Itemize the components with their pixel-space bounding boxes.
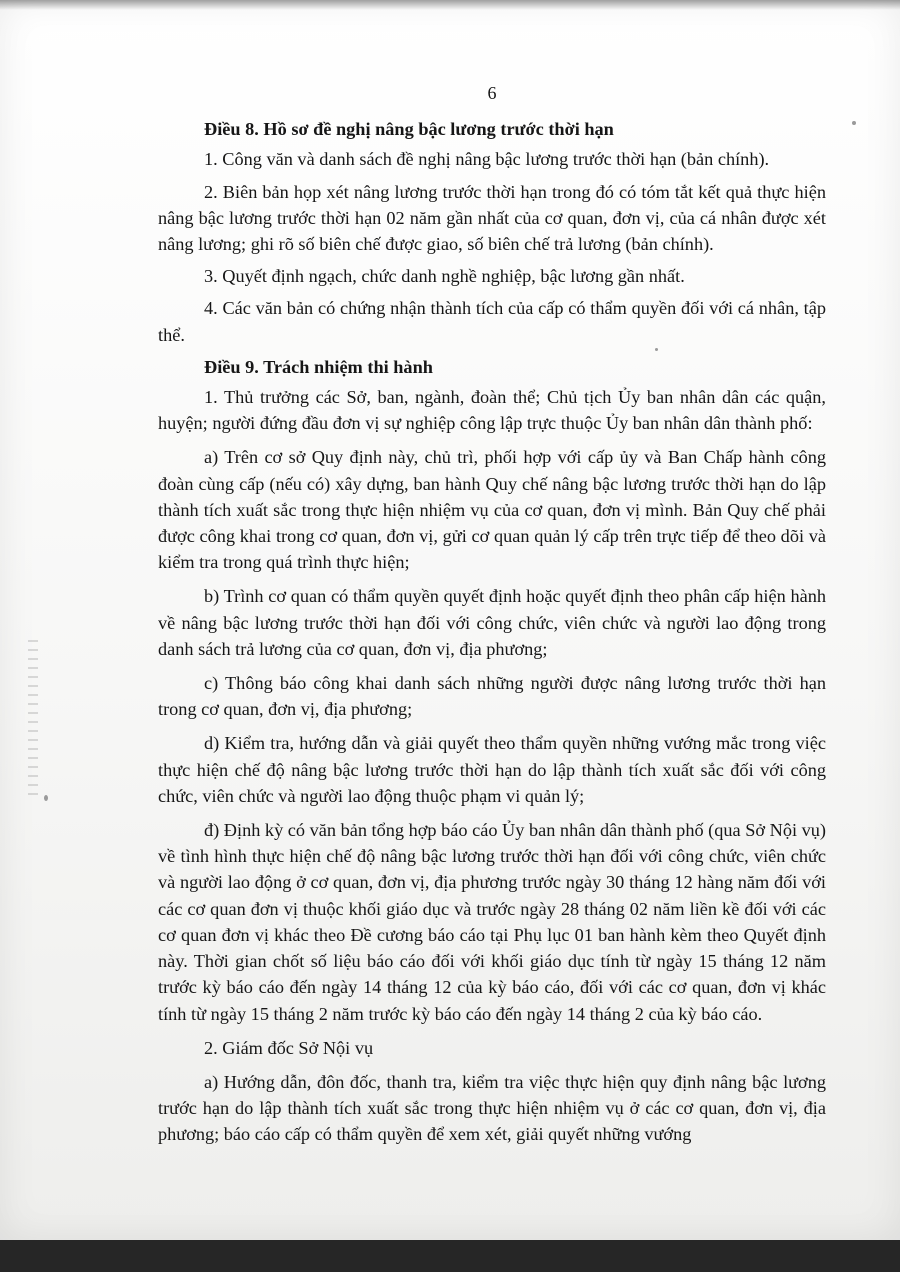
article-9-clause-2-a: a) Hướng dẫn, đôn đốc, thanh tra, kiểm tra việc thực hiện quy định nâng bậc lương trước hạn do lập thành tích xuất sắc trong thực hiện nhiệm vụ ở các cơ quan, đơn vị, địa phương; báo cáo cấp có thẩm quyền để xem xét, giải quyết những vướng (158, 1071, 826, 1145)
article-9-clause-2-intro: 2. Giám đốc Sở Nội vụ (204, 1037, 374, 1058)
article-8-item-2: 2. Biên bản họp xét nâng lương trước thời hạn trong đó có tóm tắt kết quả thực hiện nâng bậc lương trước thời hạn 02 năm gần nhất của cơ quan, đơn vị, của cá nhân được xét nâng lương; ghi rõ số biên chế được giao, số biên chế trả lương (bản chính). (158, 181, 826, 255)
scan-bottom-edge (0, 1240, 900, 1272)
article-9-clause-1-dd: đ) Định kỳ có văn bản tổng hợp báo cáo Ủy ban nhân dân thành phố (qua Sở Nội vụ) về tình hình thực hiện chế độ nâng bậc lương trước thời hạn đối với công chức, viên chức và người lao động ở cơ quan, đơn vị, địa phương trước ngày 30 tháng 12 hàng năm đối với các cơ quan đơn vị thuộc khối giáo dục và trước ngày 28 tháng 02 năm liền kề đối với các cơ quan đơn vị khác theo Đề cương báo cáo tại Phụ lục 01 ban hành kèm theo Quyết định này. Thời gian chốt số liệu báo cáo đối với khối giáo dục tính từ ngày 15 tháng 12 năm trước kỳ báo cáo đến ngày 14 tháng 12 của kỳ báo cáo, đối với các cơ quan, đơn vị khác tính từ ngày 15 tháng 2 năm trước kỳ báo cáo đến ngày 14 tháng 2 của kỳ báo cáo. (158, 820, 826, 1024)
article-9-clause-1-d: d) Kiểm tra, hướng dẫn và giải quyết theo thẩm quyền những vướng mắc trong việc thực hiện chế độ nâng bậc lương trước thời hạn do lập thành tích xuất sắc đối với công chức, viên chức và người lao động thuộc phạm vi quản lý; (158, 733, 826, 806)
document-body (158, 80, 826, 1156)
article-9-heading: Điều 9. Trách nhiệm thi hành (204, 356, 433, 377)
scan-speck (44, 795, 48, 801)
page-number: 6 (487, 83, 497, 103)
scan-top-shadow (0, 0, 900, 10)
article-8-item-1: 1. Công văn và danh sách đề nghị nâng bậc lương trước thời hạn (bản chính). (204, 149, 770, 170)
scan-edge-marks (28, 640, 38, 800)
article-9-clause-1-b: b) Trình cơ quan có thẩm quyền quyết định hoặc quyết định theo phân cấp hiện hành về nâng bậc lương trước thời hạn đối với công chức, viên chức và người lao động trong danh sách trả lương của cơ quan, đơn vị, địa phương; (158, 586, 826, 659)
article-8-heading: Điều 8. Hồ sơ đề nghị nâng bậc lương trước thời hạn (204, 119, 614, 140)
article-9-clause-1-intro: 1. Thủ trưởng các Sở, ban, ngành, đoàn thể; Chủ tịch Ủy ban nhân dân các quận, huyện; người đứng đầu đơn vị sự nghiệp công lập trực thuộc Ủy ban nhân dân thành phố: (158, 387, 826, 434)
article-9-clause-1-c: c) Thông báo công khai danh sách những người được nâng lương trước thời hạn trong cơ quan, đơn vị, địa phương; (158, 673, 826, 720)
article-8-item-4: 4. Các văn bản có chứng nhận thành tích của cấp có thẩm quyền đối với cá nhân, tập thể. (158, 298, 826, 345)
article-9-clause-1-a: a) Trên cơ sở Quy định này, chủ trì, phối hợp với cấp ủy và Ban Chấp hành công đoàn cùng cấp (nếu có) xây dựng, ban hành Quy chế nâng bậc lương trước thời hạn do lập thành tích xuất sắc trong thực hiện nhiệm vụ của cơ quan, đơn vị mình. Bản Quy chế phải được công khai trong cơ quan, đơn vị, gửi cơ quan quản lý cấp trên trực tiếp để theo dõi và kiểm tra trong quá trình thực hiện; (158, 447, 826, 573)
scan-speck (852, 121, 856, 125)
article-8-item-3: 3. Quyết định ngạch, chức danh nghề nghiệp, bậc lương gần nhất. (204, 266, 685, 287)
